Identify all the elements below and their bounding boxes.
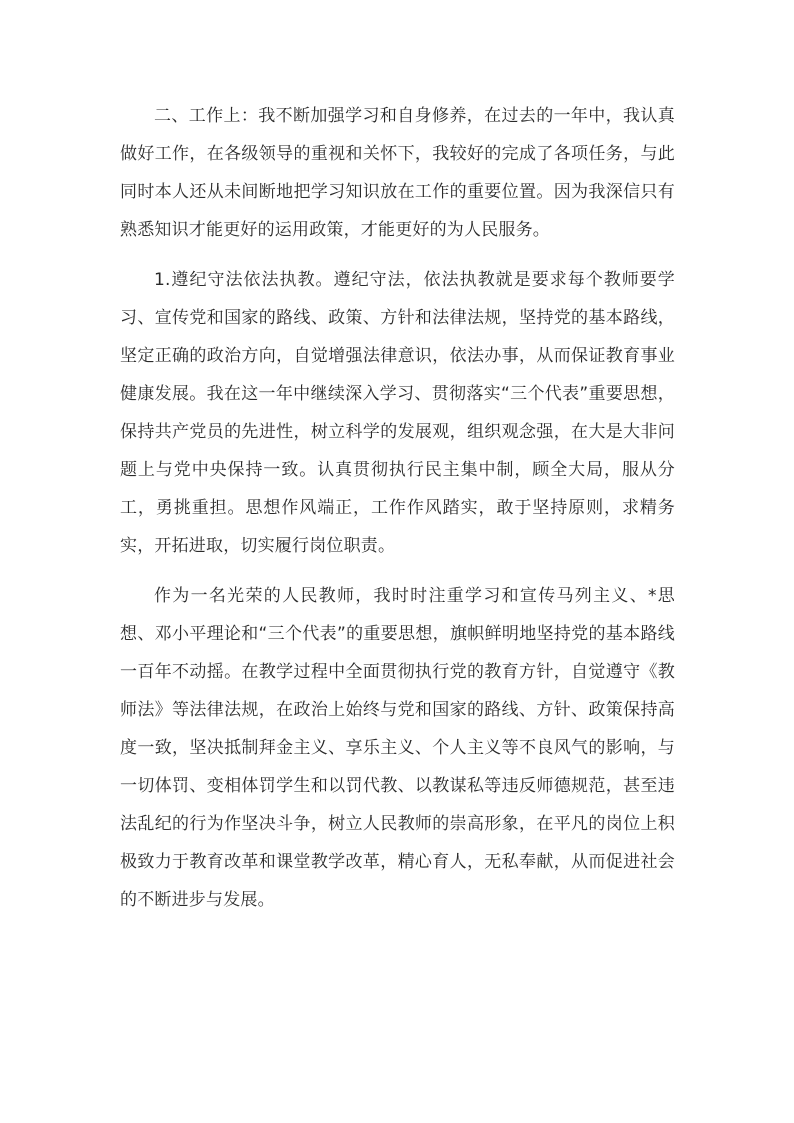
paragraph-law-abiding: 1.遵纪守法依法执教。遵纪守法，依法执教就是要求每个教师要学习、宣传党和国家的路线、政策、方针和法律法规，坚持党的基本路线，坚定正确的政治方向，自觉增强法律意识，依法办事，从而保证教育事业健康发展。我在这一年中继续深入学习、贯彻落实“三个代表”重要思想，保持共产党员的先进性，树立科学的发展观，组织观念强，在大是大非问题上与党中央保持一致。认真贯彻执行民主集中制，顾全大局，服从分工，勇挑重担。思想作风端正，工作作风踏实，敢于坚持原则，求精务实，开拓进取，切实履行岗位职责。 bbox=[120, 270, 675, 556]
document-body bbox=[120, 97, 675, 931]
paragraph-work: 二、工作上：我不断加强学习和自身修养，在过去的一年中，我认真做好工作，在各级领导的重视和关怀下，我较好的完成了各项任务，与此同时本人还从未间断地把学习知识放在工作的重要位置。因为我深信只有熟悉知识才能更好的运用政策，才能更好的为人民服务。 bbox=[120, 106, 675, 240]
paragraph-teacher-role: 作为一名光荣的人民教师，我时时注重学习和宣传马列主义、*思想、邓小平理论和“三个代表”的重要思想，旗帜鲜明地坚持党的基本路线一百年不动摇。在教学过程中全面贯彻执行党的教育方针，自觉遵守《教师法》等法律法规，在政治上始终与党和国家的路线、方针、政策保持高度一致，坚决抵制拜金主义、享乐主义、个人主义等不良风气的影响，与一切体罚、变相体罚学生和以罚代教、以教谋私等违反师德规范，甚至违法乱纪的行为作坚决斗争，树立人民教师的崇高形象，在平凡的岗位上积极致力于教育改革和课堂教学改革，精心育人，无私奉献，从而促进社会的不断进步与发展。 bbox=[120, 586, 675, 910]
